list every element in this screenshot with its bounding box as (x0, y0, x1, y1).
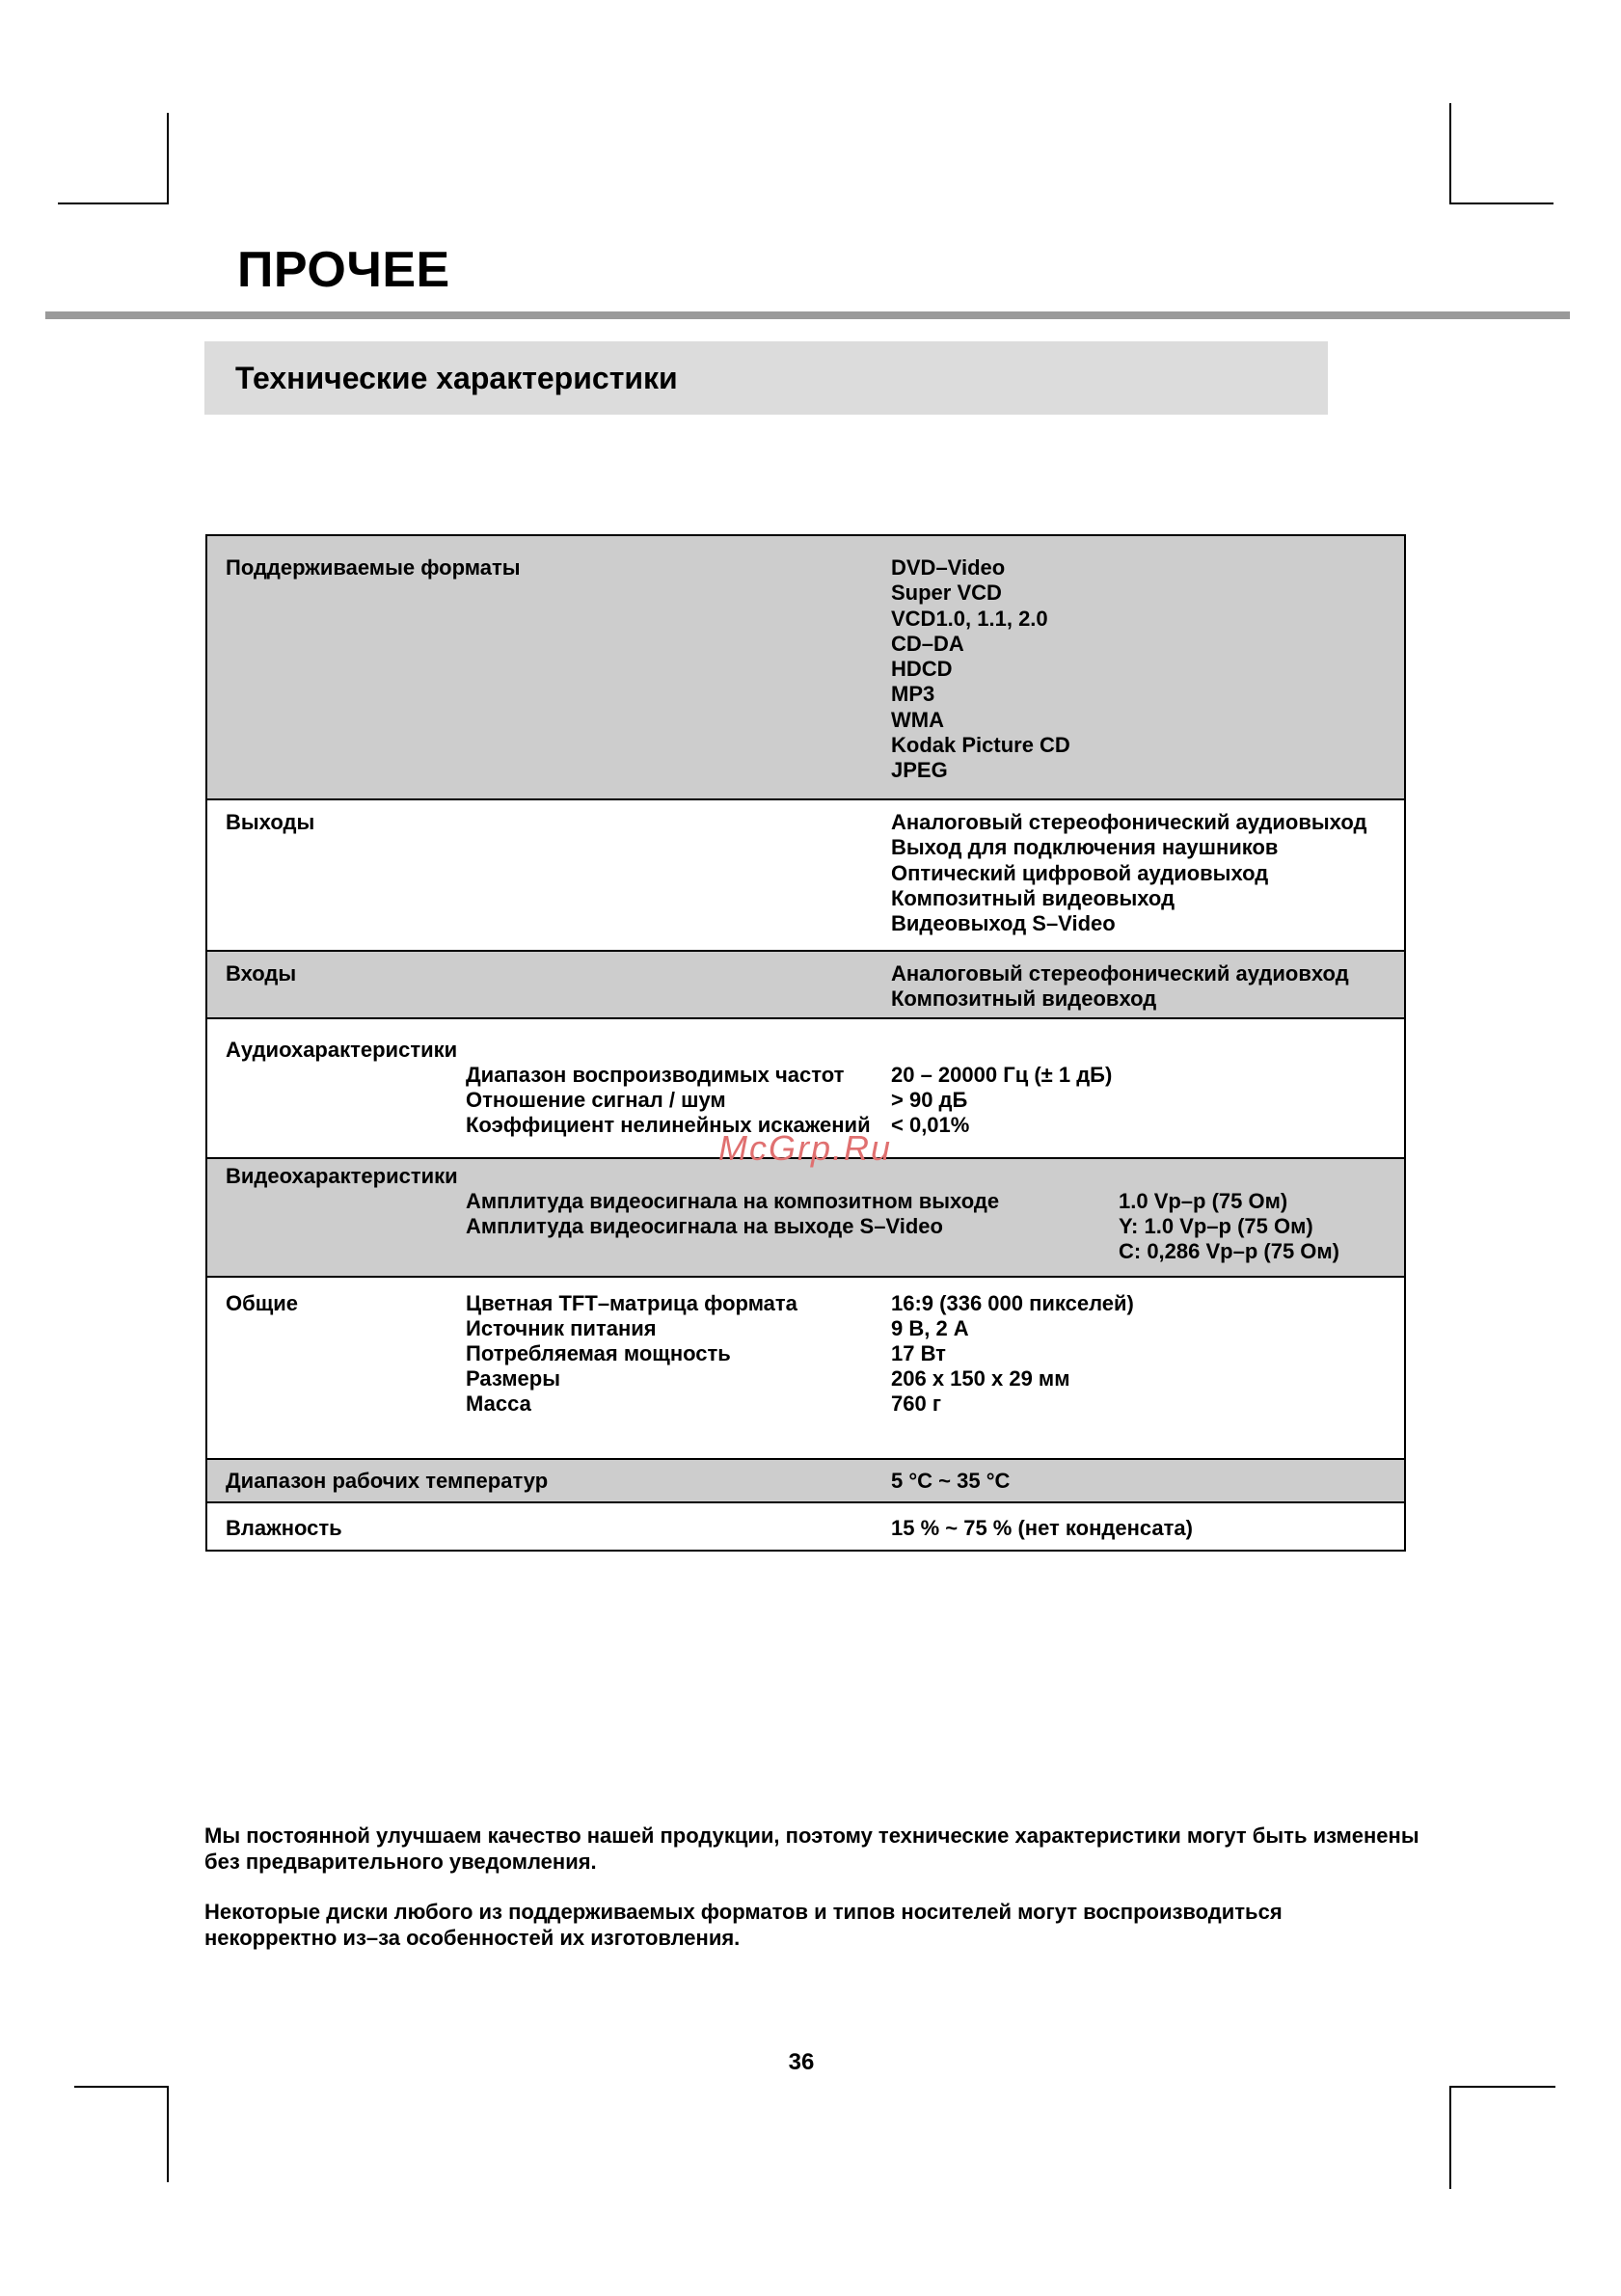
crop-mark (1449, 2086, 1555, 2088)
spec-value: Аналоговый стереофонический аудиовход (891, 961, 1349, 986)
crop-mark (167, 113, 169, 204)
spec-label: Выходы (226, 810, 315, 834)
section-subheader (204, 341, 1328, 415)
spec-value: HDCD (891, 657, 953, 682)
spec-param-value: 16:9 (336 000 пикселей) (891, 1291, 1134, 1315)
spec-param-name: Размеры (466, 1366, 561, 1391)
spec-row-video (207, 1157, 1404, 1276)
spec-label: Диапазон рабочих температур (226, 1469, 549, 1493)
spec-value: DVD–Video (891, 555, 1006, 580)
spec-label: Видеохарактеристики (226, 1164, 458, 1188)
spec-row-formats (207, 536, 1404, 798)
watermark-logo: McGrp.Ru (718, 1128, 893, 1168)
spec-row-general (207, 1276, 1404, 1458)
spec-value: 5 °C ~ 35 °C (891, 1469, 1011, 1493)
spec-param-name: Масса (466, 1391, 531, 1416)
spec-param-value: Y: 1.0 Vp–p (75 Ом) (1119, 1214, 1313, 1238)
spec-value: Композитный видеовход (891, 986, 1157, 1012)
spec-value: WMA (891, 707, 944, 732)
spec-param-value: < 0,01% (891, 1113, 970, 1137)
crop-mark (167, 2086, 169, 2182)
spec-row-humidity (207, 1501, 1404, 1550)
spec-value: VCD1.0, 1.1, 2.0 (891, 606, 1048, 631)
spec-value: MP3 (891, 682, 935, 707)
spec-param-name: Амплитуда видеосигнала на композитном выходе (466, 1189, 1000, 1213)
spec-param-value: 206 x 150 x 29 мм (891, 1366, 1070, 1391)
specifications-table (205, 534, 1406, 1552)
spec-param-value: 1.0 Vp–p (75 Ом) (1119, 1189, 1288, 1213)
spec-param-name: Цветная TFT–матрица формата (466, 1291, 797, 1315)
crop-mark (1449, 103, 1451, 204)
title-rule (45, 311, 1570, 319)
spec-values (891, 555, 1070, 784)
page-number: 36 (788, 2049, 815, 2075)
crop-mark (58, 203, 169, 204)
spec-values (891, 810, 1366, 936)
spec-param-name: Диапазон воспроизводимых частот (466, 1063, 845, 1087)
spec-row-temperature (207, 1458, 1404, 1501)
subheader-text: Технические характеристики (235, 360, 678, 395)
spec-param-value: 17 Вт (891, 1341, 946, 1365)
spec-row-outputs (207, 798, 1404, 950)
spec-param-name: Отношение сигнал / шум (466, 1088, 726, 1112)
crop-mark (74, 2086, 169, 2088)
crop-mark (1449, 203, 1553, 204)
spec-value: CD–DA (891, 631, 964, 656)
disclaimer-note: Некоторые диски любого из поддерживаемых форматов и типов носителей могут воспроизводиться некорректно из–за особенностей их изготовления. (204, 1900, 1283, 1950)
spec-param-value: > 90 дБ (891, 1088, 968, 1112)
spec-row-inputs (207, 950, 1404, 1017)
spec-label: Поддерживаемые форматы (226, 555, 521, 580)
crop-mark (1449, 2086, 1451, 2189)
spec-param-value: C: 0,286 Vp–p (75 Ом) (1119, 1239, 1340, 1263)
spec-param-value: 760 г (891, 1391, 941, 1416)
spec-param-value: 9 В, 2 А (891, 1316, 969, 1340)
spec-param-name: Потребляемая мощность (466, 1341, 731, 1365)
spec-value: JPEG (891, 758, 948, 783)
disclaimer-note: Мы постоянной улучшаем качество нашей продукции, поэтому технические характеристики могут быть изменены без предварительного уведомления. (204, 1823, 1419, 1874)
spec-value: Аналоговый стереофонический аудиовыход (891, 810, 1367, 834)
spec-value: 15 % ~ 75 % (нет конденсата) (891, 1516, 1193, 1540)
spec-param-name: Коэффициент нелинейных искажений (466, 1113, 871, 1137)
spec-label: Входы (226, 961, 297, 986)
spec-label: Влажность (226, 1516, 342, 1540)
page-title: ПРОЧЕЕ (237, 242, 450, 298)
spec-value: Оптический цифровой аудиовыход (891, 860, 1269, 885)
spec-value: Видеовыход S–Video (891, 911, 1116, 936)
spec-values (891, 961, 1349, 1013)
spec-param-value: 20 – 20000 Гц (± 1 дБ) (891, 1063, 1113, 1087)
spec-param-name: Источник питания (466, 1316, 657, 1340)
spec-label: Аудиохарактеристики (226, 1038, 458, 1062)
spec-value: Выход для подключения наушников (891, 835, 1279, 860)
spec-value: Super VCD (891, 581, 1002, 606)
spec-value: Композитный видеовыход (891, 885, 1175, 910)
spec-label: Общие (226, 1291, 299, 1315)
spec-value: Kodak Picture CD (891, 733, 1070, 758)
spec-param-name: Амплитуда видеосигнала на выходе S–Video (466, 1214, 943, 1238)
